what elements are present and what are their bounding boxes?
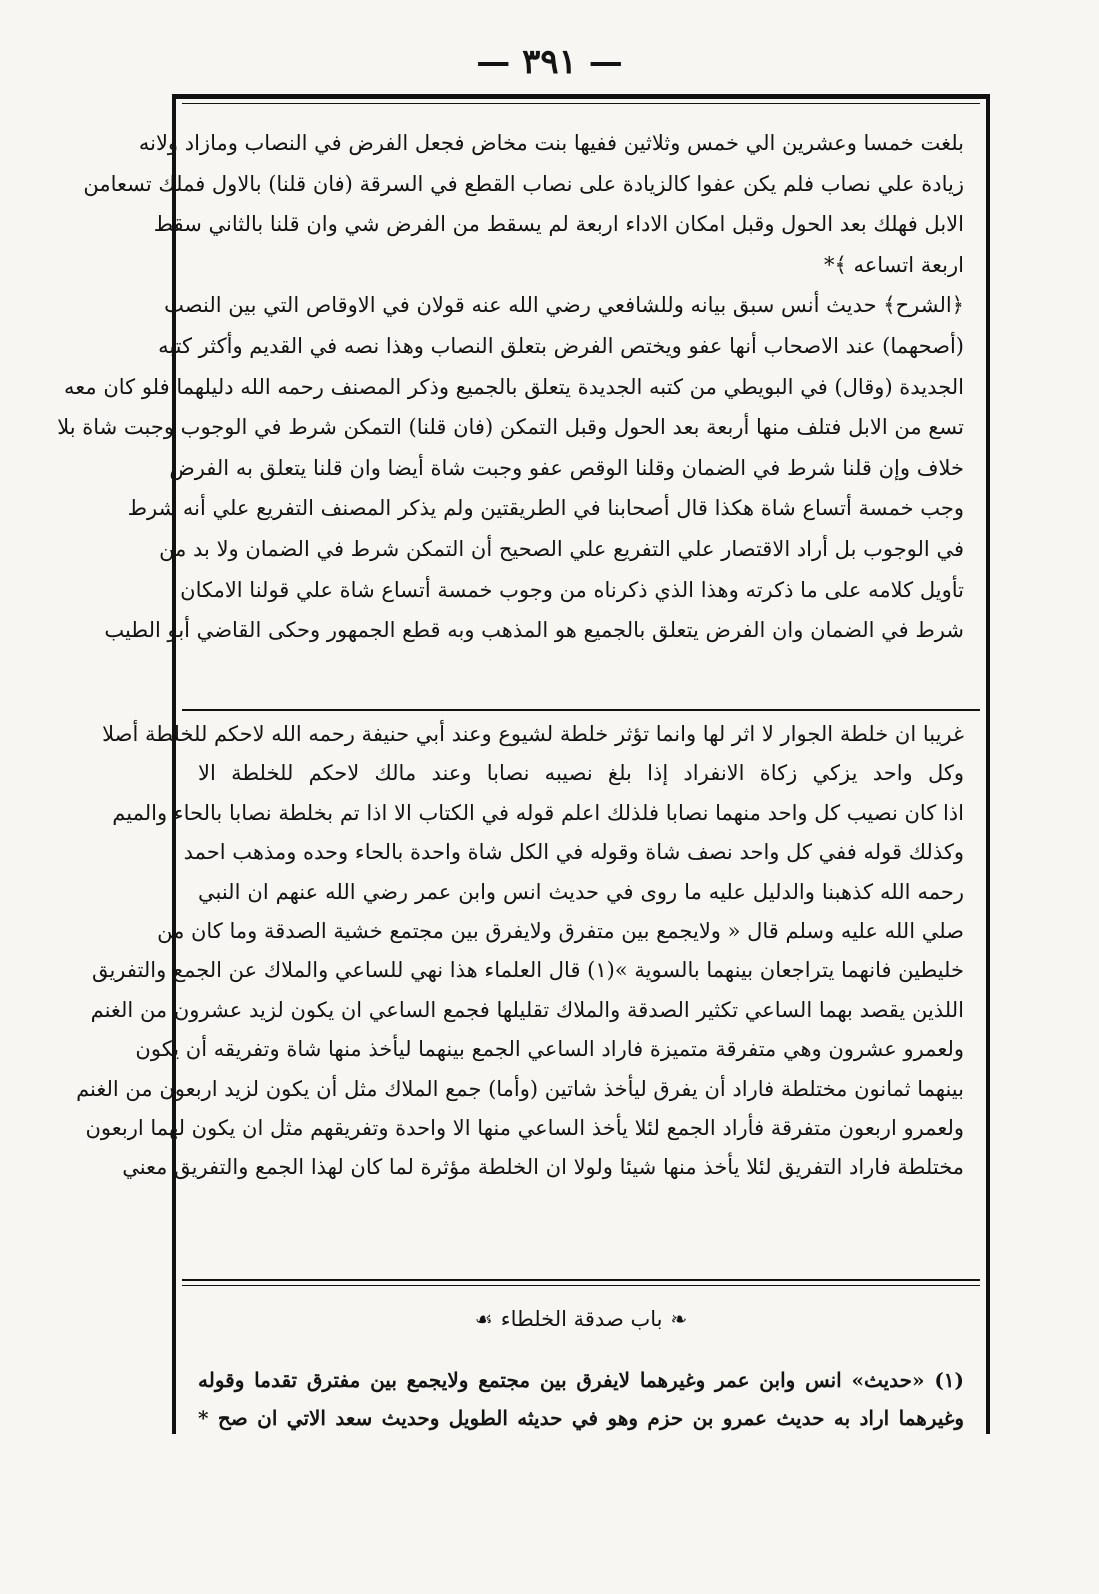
text-line: شرط في الضمان وان الفرض يتعلق بالجميع هو المذهب وبه قطع الجمهور وحكى القاضي أبو الطيب — [104, 618, 964, 643]
text-line: خلاف وإن قلنا شرط في الضمان وقلنا الوقص عفو وجبت شاة أيضا وان قلنا يتعلق به الفرض — [169, 455, 964, 480]
section-heading — [176, 1307, 986, 1331]
text-line: وكل واحد يزكي زكاة الانفراد إذا بلغ نصيبه نصابا وعند مالك لاحكم للخلطة الا — [198, 761, 964, 786]
section-divider — [182, 1279, 980, 1281]
text-line: رحمه الله كذهبنا والدليل عليه ما روى في حديث انس وابن عمر رضي الله عنهم ان النبي — [198, 879, 964, 904]
ornament-icon: ☙ — [474, 1307, 493, 1331]
footnote-block — [198, 1361, 964, 1437]
section-divider — [182, 709, 980, 711]
text-line: ولعمرو عشرون وهي متفرقة متميزة فاراد الساعي الجمع بينهما ليأخذ منها شاة وتفريقه أن يكون — [135, 1037, 964, 1062]
text-line: اربعة اتساعه ﴾* — [824, 252, 964, 277]
text-line: ولعمرو اربعون متفرقة فأراد الجمع لئلا يأخذ الساعي منها الا واحدة وتفريقهم مثل ان يكون لهما اربعون — [85, 1115, 964, 1140]
footnote-line: (١) «حديث» انس وابن عمر وغيرهما لايفرق بين مجتمع ولايجمع بين مفترق تقدما وقوله — [198, 1368, 964, 1392]
text-line: وكذلك قوله ففي كل واحد نصف شاة وقوله في الكل شاة واحدة بالحاء وحده ومذهب احمد — [183, 840, 964, 865]
text-line: اذا كان نصيب كل واحد منهما نصابا فلذلك اعلم قوله في الكتاب الا اذا تم بخلطة نصابا بالحاء والميم — [112, 800, 964, 825]
page-number: — ٣٩١ — — [476, 42, 623, 82]
text-line: بلغت خمسا وعشرين الي خمس وثلاثين ففيها بنت مخاض فجعل الفرض في النصاب ومازاد ولانه — [138, 131, 964, 155]
text-line: في الوجوب بل أراد الاقتصار علي التفريع علي الصحيح أن التمكن شرط في الضمان ولا بد من — [159, 536, 964, 561]
text-line: مختلطة فاراد التفريق لئلا يأخذ منها شيئا ولولا ان الخلطة مؤثرة لما كان لهذا الجمع والتفريق معني — [122, 1155, 964, 1180]
text-line: الابل فهلك بعد الحول وقبل امكان الاداء اربعة لم يسقط من الفرض شي وان قلنا بالثاني سقط — [153, 212, 964, 237]
text-line: تأويل كلامه على ما ذكرته وهذا الذي ذكرناه من وجوب خمسة أتساع شاة علي قولنا الامكان — [180, 577, 964, 602]
text-line: صلي الله عليه وسلم قال « ولايجمع بين متفرق ولايفرق بين مجتمع خشية الصدقة وما كان من — [157, 918, 964, 943]
text-line: زيادة علي نصاب فلم يكن عفوا كالزيادة على نصاب القطع في السرقة (فان قلنا) بالاول فملك تسعامن — [83, 171, 964, 196]
text-line: وجب خمسة أتساع شاة هكذا قال أصحابنا في الطريقتين ولم يذكر المصنف التفريع علي أنه شرط — [127, 496, 964, 521]
footnote-line: وغيرهما اراد به حديث عمرو بن حزم وهو في حديثه الطويل وحديث سعد الاتي ان صح * — [198, 1406, 964, 1430]
text-line: اللذين يقصد بهما الساعي تكثير الصدقة والملاك تقليلها فجمع الساعي ان يكون لزيد عشرون من الغنم — [90, 997, 964, 1022]
text-line: بينهما ثمانون مختلطة فاراد أن يفرق ليأخذ شاتين (وأما) جمع الملاك مثل أن يكون لزيد اربعون من الغنم — [76, 1076, 964, 1101]
text-line: خليطين فانهما يتراجعان بينهما بالسوية »(١) قال العلماء هذا نهي للساعي والملاك عن الجمع والتفريق — [91, 958, 964, 983]
text-line: غريبا ان خلطة الجوار لا اثر لها وانما تؤثر خلطة لشيوع وعند أبي حنيفة رحمه الله لاحكم للخلطة أصلا — [102, 722, 964, 746]
matn-commentary-block — [57, 123, 964, 651]
text-frame — [57, 94, 990, 1434]
secondary-commentary-block — [76, 715, 964, 1188]
text-line: ﴿الشرح﴾ حديث أنس سبق بيانه وللشافعي رضي الله عنه قولان في الاوقاص التي بين النصب — [164, 293, 964, 318]
text-line: (أصحهما) عند الاصحاب أنها عفو ويختص الفرض بتعلق النصاب وهذا نصه في القديم وأكثر كتبه — [158, 333, 964, 358]
text-line: تسع من الابل فتلف منها أربعة بعد الحول وقبل التمكن (فان قلنا) التمكن شرط في الوجوب وجبت شاة بلا — [57, 415, 964, 440]
text-line: الجديدة (وقال) في البويطي من كتبه الجديدة يتعلق بالجميع وذكر المصنف رحمه الله دليلهما فلو كان معه — [64, 374, 964, 399]
section-heading-text: باب صدقة الخلطاء — [500, 1307, 663, 1331]
section-divider — [182, 1285, 980, 1286]
ornament-icon: ❧ — [670, 1307, 688, 1331]
frame-top-rule — [182, 103, 980, 104]
